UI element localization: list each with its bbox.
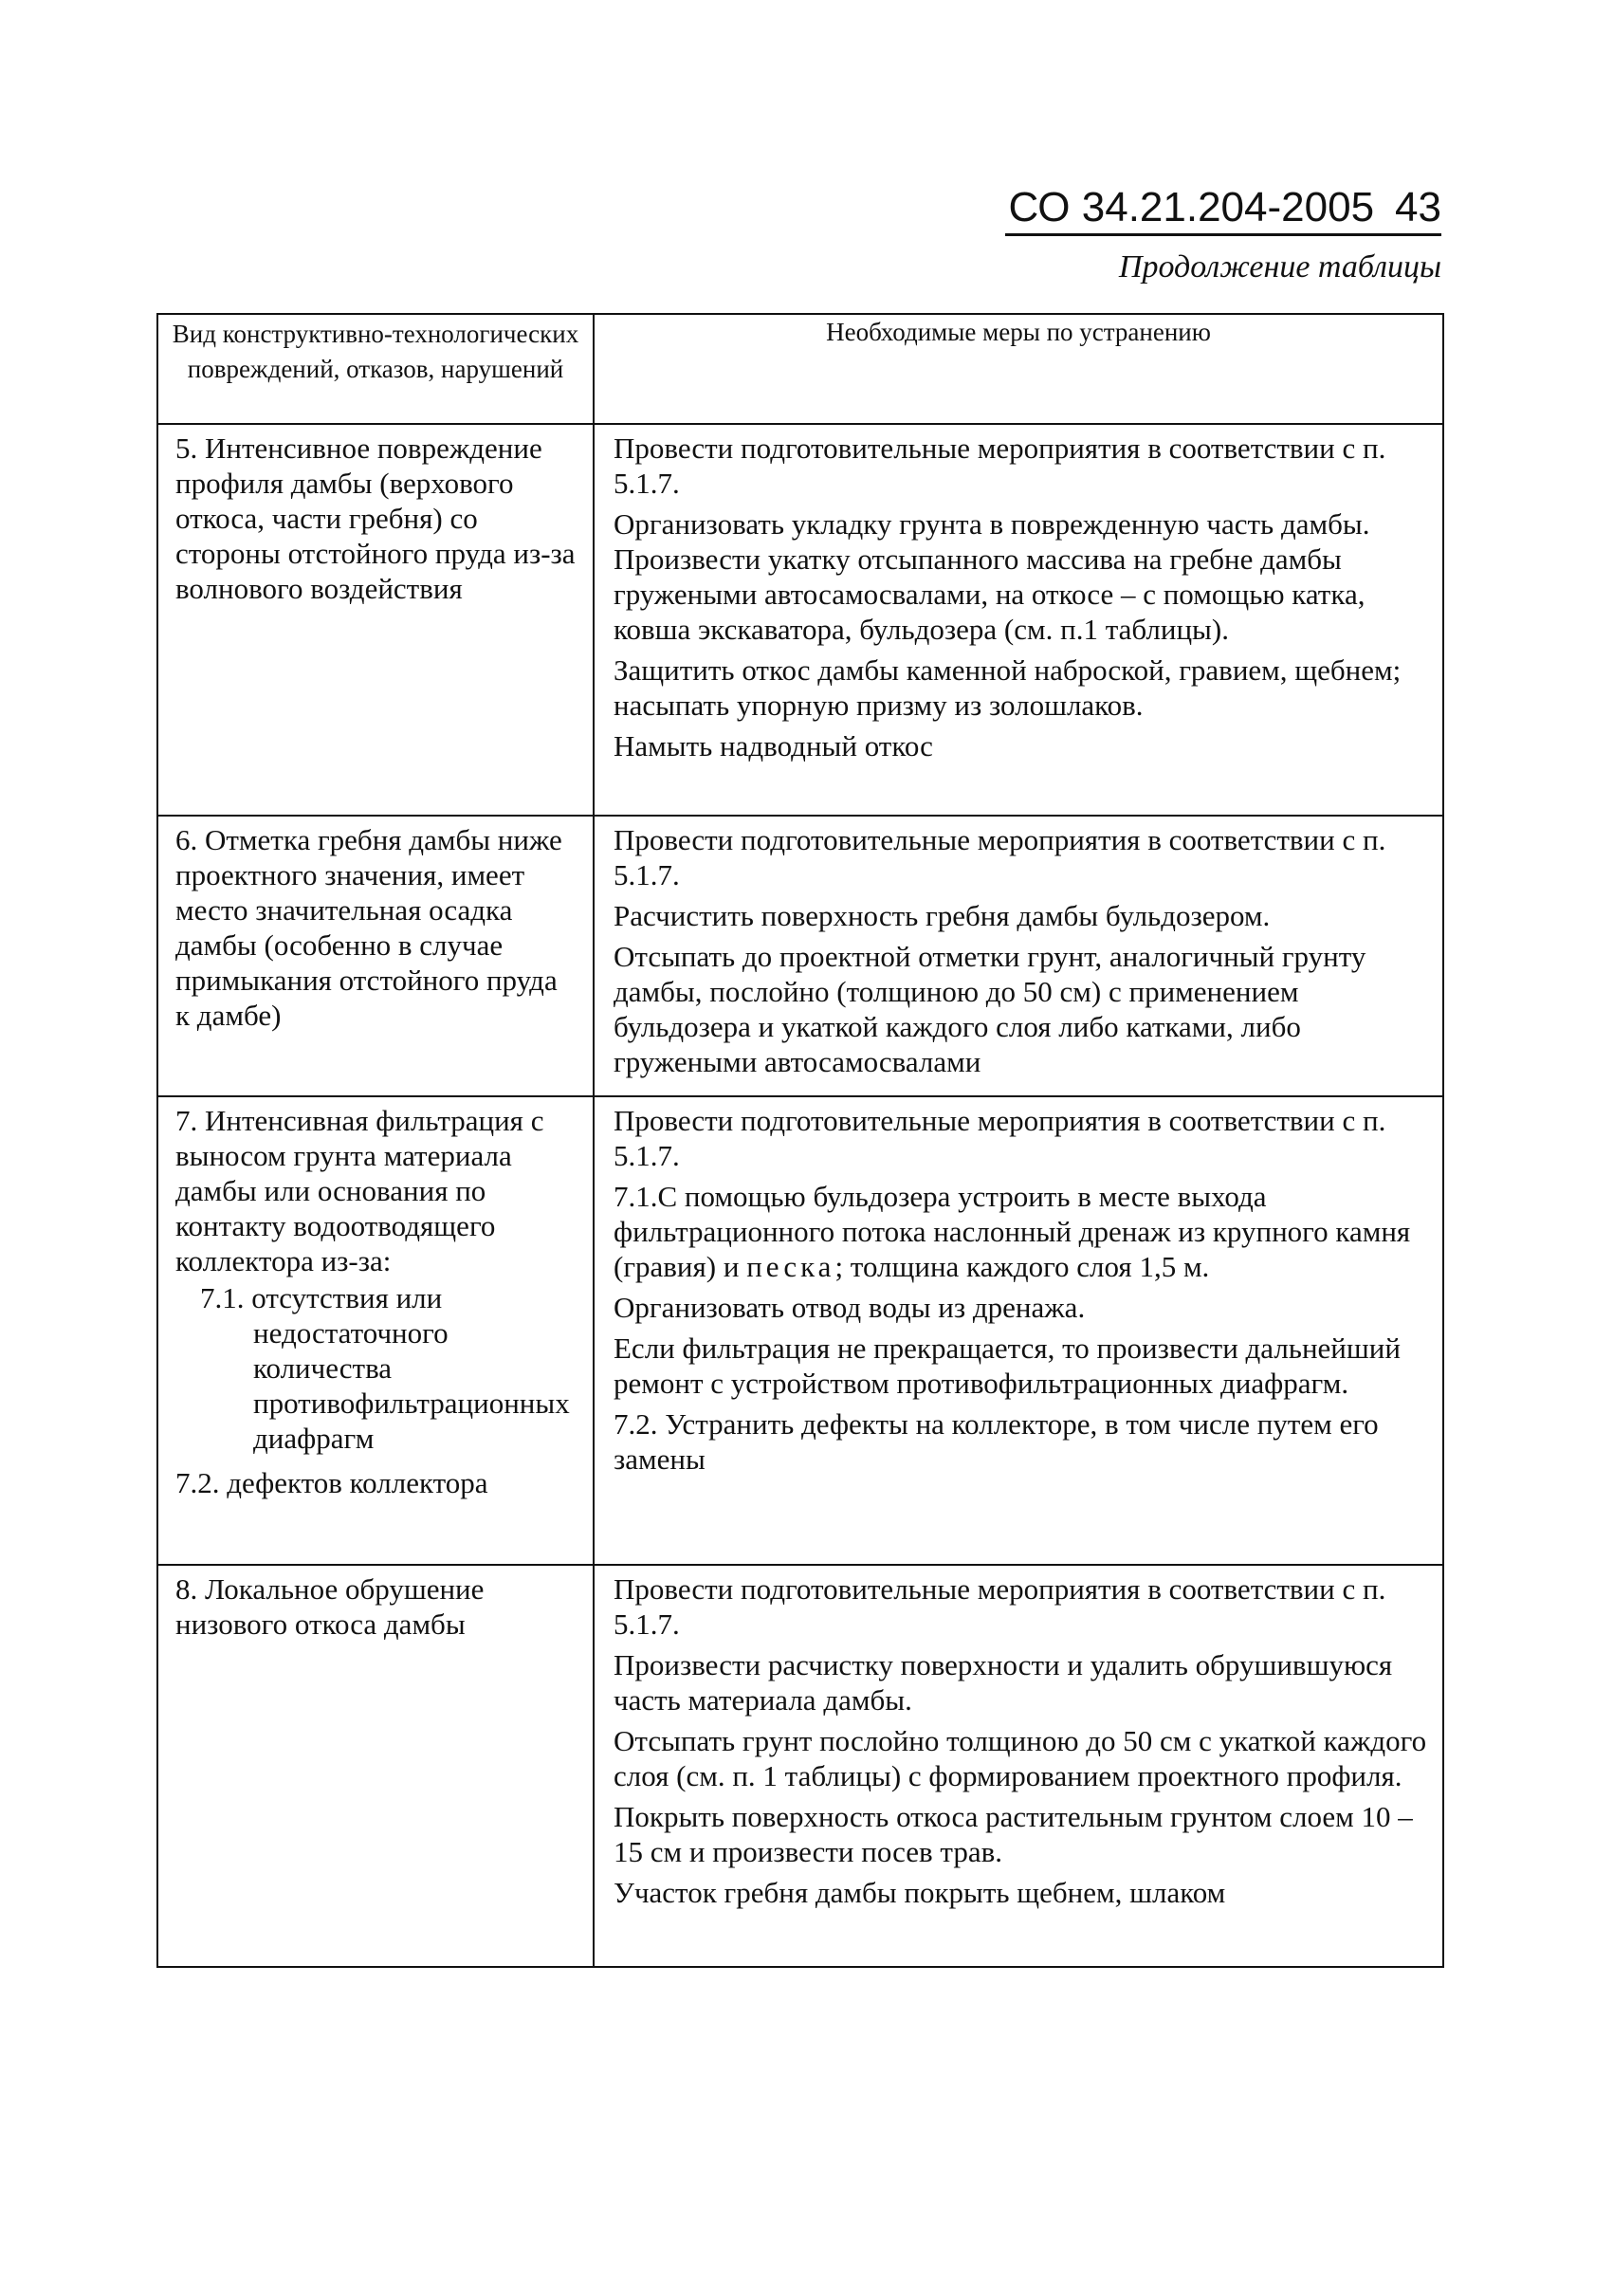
action-item: Провести подготовительные мероприятия в соответствии с п. 5.1.7.: [614, 432, 1386, 500]
action-item: 7.2. Устранить дефекты на коллекторе, в том числе путем его замены: [614, 1407, 1379, 1476]
actions-cell: [594, 1565, 1443, 1967]
table-row: [157, 1096, 1443, 1565]
action-item: Намыть надводный откос: [614, 729, 933, 762]
damage-cell: 8. Локальное обрушение низового откоса дамбы: [157, 1565, 594, 1967]
action-item: Произвести расчистку поверхности и удалить обрушившуюся часть материала дамбы.: [614, 1648, 1393, 1717]
action-item: Провести подготовительные мероприятия в соответствии с п. 5.1.7.: [614, 1104, 1386, 1172]
action-item: Защитить откос дамбы каменной наброской, гравием, щебнем; насыпать упорную призму из золошлаков.: [614, 653, 1402, 722]
action-item: Организовать укладку грунта в поврежденную часть дамбы. Произвести укатку отсыпанного массива на гребне дамбы гружеными автосамосвалами, на откосе – с помощью катка, ковша экскаватора, бульдозера (см. п.1 таблицы).: [614, 507, 1370, 646]
damage-subitem: 7.1. отсутствия или недостаточного количества противофильтрационных диафрагм: [200, 1281, 570, 1455]
repair-measures-table: [156, 313, 1444, 1968]
table-row: [157, 424, 1443, 816]
table-continuation-label: Продолжение таблицы: [1118, 249, 1441, 285]
page-number: 43: [1395, 184, 1441, 230]
column-header-damage-type: Вид конструктивно-технологических повреждений, отказов, нарушений: [157, 314, 594, 424]
action-text: ; толщина каждого слоя 1,5 м.: [834, 1250, 1210, 1283]
table-header-row: [157, 314, 1443, 424]
action-item: Организовать отвод воды из дренажа.: [614, 1291, 1086, 1324]
column-header-measures: Необходимые меры по устранению: [594, 314, 1443, 424]
table-row: [157, 816, 1443, 1096]
action-item: Покрыть поверхность откоса растительным грунтом слоем 10 – 15 см и произвести посев трав.: [614, 1800, 1413, 1868]
action-item: Провести подготовительные мероприятия в соответствии с п. 5.1.7.: [614, 1572, 1386, 1641]
damage-cell: 6. Отметка гребня дамбы ниже проектного значения, имеет место значительная осадка дамбы (особенно в случае примыкания отстойного пруда к дамбе): [157, 816, 594, 1096]
action-item: Отсыпать до проектной отметки грунт, аналогичный грунту дамбы, послойно (толщиною до 50 см) с применением бульдозера и укаткой каждого слоя либо катками, либо гружеными автосамосвалами: [614, 940, 1366, 1078]
action-text-spaced: песка: [746, 1250, 835, 1283]
action-text: 7.1.С помощью бульдозера устроить в месте выхода фильтрационного потока наслонный дренаж из крупного камня (гравия) и: [614, 1180, 1411, 1283]
table-row: [157, 1565, 1443, 1967]
action-item: Участок гребня дамбы покрыть щебнем, шлаком: [614, 1876, 1226, 1909]
damage-subitem: 7.2. дефектов коллектора: [175, 1466, 488, 1499]
actions-cell: [594, 816, 1443, 1096]
action-item: Провести подготовительные мероприятия в соответствии с п. 5.1.7.: [614, 823, 1386, 891]
actions-cell: [594, 424, 1443, 816]
action-item: Расчистить поверхность гребня дамбы бульдозером.: [614, 899, 1271, 932]
action-item: Если фильтрация не прекращается, то произвести дальнейший ремонт с устройством противофильтрационных диафрагм.: [614, 1332, 1401, 1400]
standard-designation: СО 34.21.204-2005: [1008, 184, 1375, 230]
damage-cell: 5. Интенсивное повреждение профиля дамбы (верхового откоса, части гребня) со стороны отстойного пруда из-за волнового воздействия: [157, 424, 594, 816]
damage-cell: [157, 1096, 594, 1565]
actions-cell: [594, 1096, 1443, 1565]
action-item: Отсыпать грунт послойно толщиною до 50 см с укаткой каждого слоя (см. п. 1 таблицы) с формированием проектного профиля.: [614, 1724, 1427, 1792]
damage-text: 7. Интенсивная фильтрация с выносом грунта материала дамбы или основания по контакту водоотводящего коллектора из-за:: [175, 1104, 544, 1277]
document-header: [1005, 182, 1441, 236]
action-item: [614, 1179, 1429, 1284]
